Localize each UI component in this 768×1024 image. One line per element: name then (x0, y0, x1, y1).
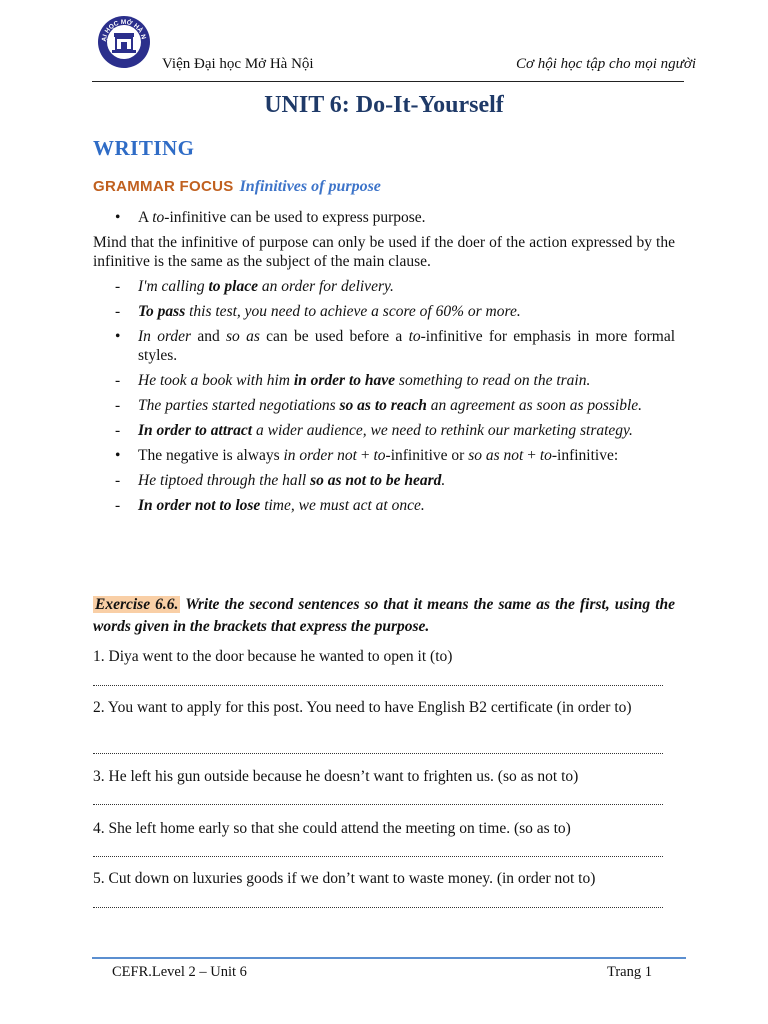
example-item: - The parties started negotiations so as to reach an agreement as soon as possible. (93, 396, 675, 415)
example-item: - I'm calling to place an order for delivery. (93, 277, 675, 296)
header-divider (92, 81, 684, 82)
paragraph: Mind that the infinitive of purpose can only be used if the doer of the action expressed by the infinitive is the same as the subject of the main clause. (93, 234, 675, 270)
answer-line[interactable] (93, 856, 663, 857)
example-item: - To pass this test, you need to achieve a score of 60% or more. (93, 302, 675, 321)
exercise-question: 3. He left his gun outside because he doesn’t want to frighten us. (so as not to) (93, 768, 579, 785)
answer-line[interactable] (93, 804, 663, 805)
exercise-tag: Exercise 6.6. (95, 596, 179, 613)
svg-text:ĐẠI HỌC MỞ HÀ NỘI: ẠI HỌC MỞ HÀ N (100, 18, 147, 43)
exercise-question: 5. Cut down on luxuries goods if we don’t want to waste money. (in order not to) (93, 870, 596, 887)
exercise-question: 1. Diya went to the door because he wanted to open it (to) (93, 648, 453, 665)
example-item: - In order not to lose time, we must act at once. (93, 496, 675, 515)
list-item: • A to-infinitive can be used to express purpose. (93, 208, 675, 227)
example-item: - He took a book with him in order to have something to read on the train. (93, 371, 675, 390)
list-item: • In order and so as can be used before a to-infinitive for emphasis in more formal styles. (93, 327, 675, 365)
university-seal-icon (96, 14, 152, 70)
header-institute: Viện Đại học Mở Hà Nội (162, 56, 314, 72)
answer-line[interactable] (93, 753, 663, 754)
example-item: - In order to attract a wider audience, we need to rethink our marketing strategy. (93, 421, 675, 440)
footer-course: CEFR.Level 2 – Unit 6 (112, 964, 247, 980)
exercise-question: 4. She left home early so that she could attend the meeting on time. (so as to) (93, 820, 571, 837)
exercise-instruction: Exercise 6.6. Write the second sentences so that it means the same as the first, using the words given in the brackets that express the purpose. (93, 596, 675, 635)
example-item: - He tiptoed through the hall so as not to be heard. (93, 471, 675, 490)
answer-line[interactable] (93, 685, 663, 686)
grammar-focus-label: GRAMMAR FOCUS (93, 178, 234, 195)
page-number: Trang 1 (607, 964, 652, 980)
header-slogan: Cơ hội học tập cho mọi người (515, 56, 696, 72)
list-item: • The negative is always in order not + to-infinitive or so as not + to-infinitive: (93, 446, 675, 465)
footer-divider (92, 957, 686, 959)
exercise-question: 2. You want to apply for this post. You need to have English B2 certificate (in order to) (93, 699, 632, 716)
page-title: UNIT 6: Do-It-Yourself (264, 92, 504, 118)
grammar-focus-subtitle: Infinitives of purpose (239, 178, 381, 195)
section-heading: WRITING (93, 136, 195, 160)
grammar-content (93, 208, 675, 521)
answer-line[interactable] (93, 907, 663, 908)
grammar-focus-heading (93, 178, 381, 196)
